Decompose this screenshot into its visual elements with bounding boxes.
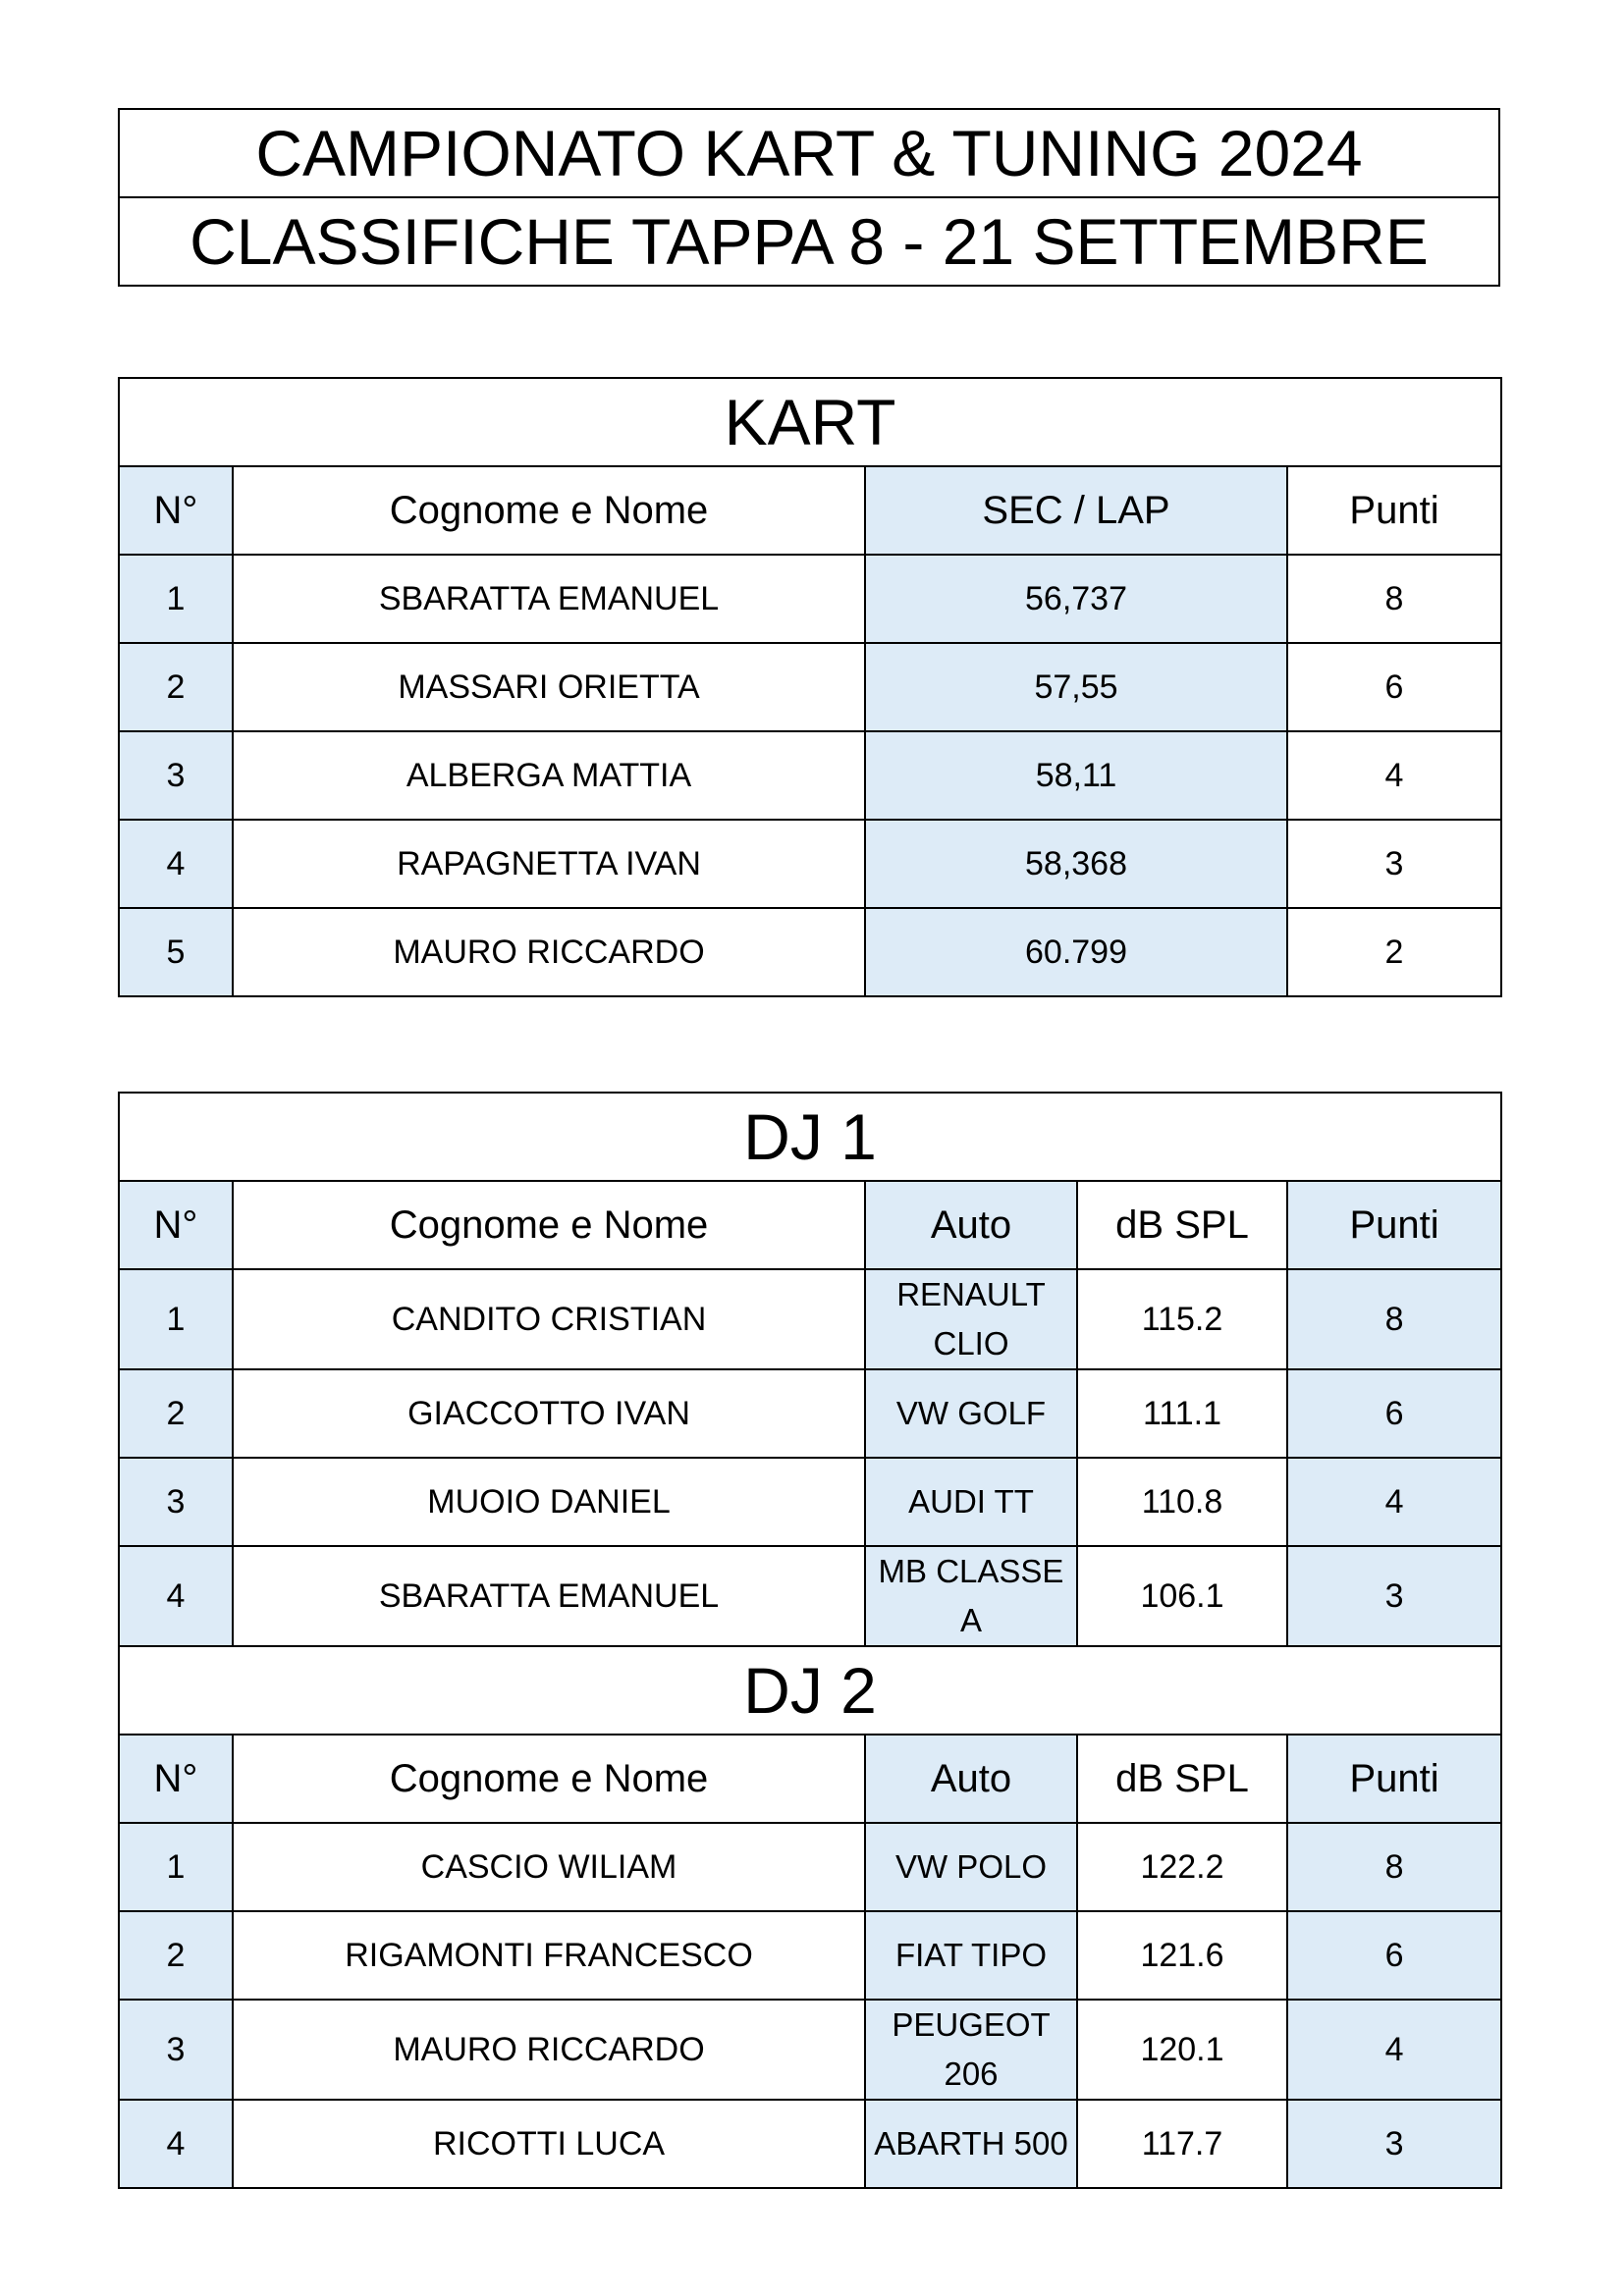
db-cell: 115.2 bbox=[1077, 1269, 1287, 1369]
name-cell: RICOTTI LUCA bbox=[233, 2100, 865, 2188]
table-row bbox=[119, 1458, 1501, 1546]
time-cell: 56,737 bbox=[865, 555, 1287, 643]
position-cell: 3 bbox=[119, 2000, 233, 2100]
points-cell: 6 bbox=[1287, 643, 1501, 731]
dj2-col-points: Punti bbox=[1287, 1735, 1501, 1823]
name-cell: RIGAMONTI FRANCESCO bbox=[233, 1911, 865, 2000]
dj-table bbox=[118, 1092, 1502, 2189]
position-cell: 4 bbox=[119, 1546, 233, 1646]
dj1-col-n: N° bbox=[119, 1181, 233, 1269]
dj2-col-db: dB SPL bbox=[1077, 1735, 1287, 1823]
points-cell: 3 bbox=[1287, 820, 1501, 908]
points-cell: 4 bbox=[1287, 1458, 1501, 1546]
db-cell: 121.6 bbox=[1077, 1911, 1287, 2000]
kart-col-n: N° bbox=[119, 466, 233, 555]
points-cell: 2 bbox=[1287, 908, 1501, 996]
name-cell: RAPAGNETTA IVAN bbox=[233, 820, 865, 908]
position-cell: 5 bbox=[119, 908, 233, 996]
points-cell: 8 bbox=[1287, 555, 1501, 643]
table-row bbox=[119, 1369, 1501, 1458]
kart-title: KART bbox=[119, 378, 1501, 466]
table-row bbox=[119, 731, 1501, 820]
position-cell: 3 bbox=[119, 1458, 233, 1546]
kart-table bbox=[118, 377, 1502, 997]
auto-cell: AUDI TT bbox=[865, 1458, 1077, 1546]
points-cell: 8 bbox=[1287, 1269, 1501, 1369]
position-cell: 1 bbox=[119, 555, 233, 643]
name-cell: ALBERGA MATTIA bbox=[233, 731, 865, 820]
name-cell: MASSARI ORIETTA bbox=[233, 643, 865, 731]
time-cell: 58,11 bbox=[865, 731, 1287, 820]
position-cell: 1 bbox=[119, 1823, 233, 1911]
position-cell: 1 bbox=[119, 1269, 233, 1369]
dj1-col-points: Punti bbox=[1287, 1181, 1501, 1269]
main-subtitle: CLASSIFICHE TAPPA 8 - 21 SETTEMBRE bbox=[119, 197, 1499, 286]
table-row bbox=[119, 1269, 1501, 1369]
dj1-title: DJ 1 bbox=[119, 1093, 1501, 1181]
db-cell: 120.1 bbox=[1077, 2000, 1287, 2100]
position-cell: 4 bbox=[119, 820, 233, 908]
points-cell: 6 bbox=[1287, 1369, 1501, 1458]
time-cell: 60.799 bbox=[865, 908, 1287, 996]
auto-cell: RENAULT CLIO bbox=[865, 1269, 1077, 1369]
name-cell: MUOIO DANIEL bbox=[233, 1458, 865, 1546]
header-table bbox=[118, 108, 1500, 287]
name-cell: SBARATTA EMANUEL bbox=[233, 555, 865, 643]
points-cell: 3 bbox=[1287, 1546, 1501, 1646]
table-row bbox=[119, 820, 1501, 908]
table-row bbox=[119, 643, 1501, 731]
table-row bbox=[119, 2000, 1501, 2100]
position-cell: 4 bbox=[119, 2100, 233, 2188]
db-cell: 106.1 bbox=[1077, 1546, 1287, 1646]
auto-cell: VW GOLF bbox=[865, 1369, 1077, 1458]
name-cell: GIACCOTTO IVAN bbox=[233, 1369, 865, 1458]
auto-cell: MB CLASSE A bbox=[865, 1546, 1077, 1646]
auto-cell: FIAT TIPO bbox=[865, 1911, 1077, 2000]
dj2-col-name: Cognome e Nome bbox=[233, 1735, 865, 1823]
table-row bbox=[119, 1546, 1501, 1646]
db-cell: 111.1 bbox=[1077, 1369, 1287, 1458]
name-cell: MAURO RICCARDO bbox=[233, 908, 865, 996]
db-cell: 117.7 bbox=[1077, 2100, 1287, 2188]
dj1-col-db: dB SPL bbox=[1077, 1181, 1287, 1269]
table-row bbox=[119, 1823, 1501, 1911]
position-cell: 3 bbox=[119, 731, 233, 820]
main-title: CAMPIONATO KART & TUNING 2024 bbox=[119, 109, 1499, 197]
name-cell: CANDITO CRISTIAN bbox=[233, 1269, 865, 1369]
position-cell: 2 bbox=[119, 1911, 233, 2000]
auto-cell: PEUGEOT 206 bbox=[865, 2000, 1077, 2100]
name-cell: MAURO RICCARDO bbox=[233, 2000, 865, 2100]
name-cell: SBARATTA EMANUEL bbox=[233, 1546, 865, 1646]
kart-col-points: Punti bbox=[1287, 466, 1501, 555]
table-row bbox=[119, 908, 1501, 996]
dj1-col-name: Cognome e Nome bbox=[233, 1181, 865, 1269]
table-row bbox=[119, 1911, 1501, 2000]
db-cell: 110.8 bbox=[1077, 1458, 1287, 1546]
kart-col-time: SEC / LAP bbox=[865, 466, 1287, 555]
table-row bbox=[119, 2100, 1501, 2188]
dj2-title: DJ 2 bbox=[119, 1646, 1501, 1735]
points-cell: 6 bbox=[1287, 1911, 1501, 2000]
kart-col-name: Cognome e Nome bbox=[233, 466, 865, 555]
dj1-col-auto: Auto bbox=[865, 1181, 1077, 1269]
dj2-col-auto: Auto bbox=[865, 1735, 1077, 1823]
points-cell: 4 bbox=[1287, 731, 1501, 820]
auto-cell: ABARTH 500 bbox=[865, 2100, 1077, 2188]
points-cell: 8 bbox=[1287, 1823, 1501, 1911]
points-cell: 4 bbox=[1287, 2000, 1501, 2100]
auto-cell: VW POLO bbox=[865, 1823, 1077, 1911]
db-cell: 122.2 bbox=[1077, 1823, 1287, 1911]
name-cell: CASCIO WILIAM bbox=[233, 1823, 865, 1911]
table-row bbox=[119, 555, 1501, 643]
position-cell: 2 bbox=[119, 643, 233, 731]
position-cell: 2 bbox=[119, 1369, 233, 1458]
points-cell: 3 bbox=[1287, 2100, 1501, 2188]
time-cell: 57,55 bbox=[865, 643, 1287, 731]
dj2-col-n: N° bbox=[119, 1735, 233, 1823]
time-cell: 58,368 bbox=[865, 820, 1287, 908]
